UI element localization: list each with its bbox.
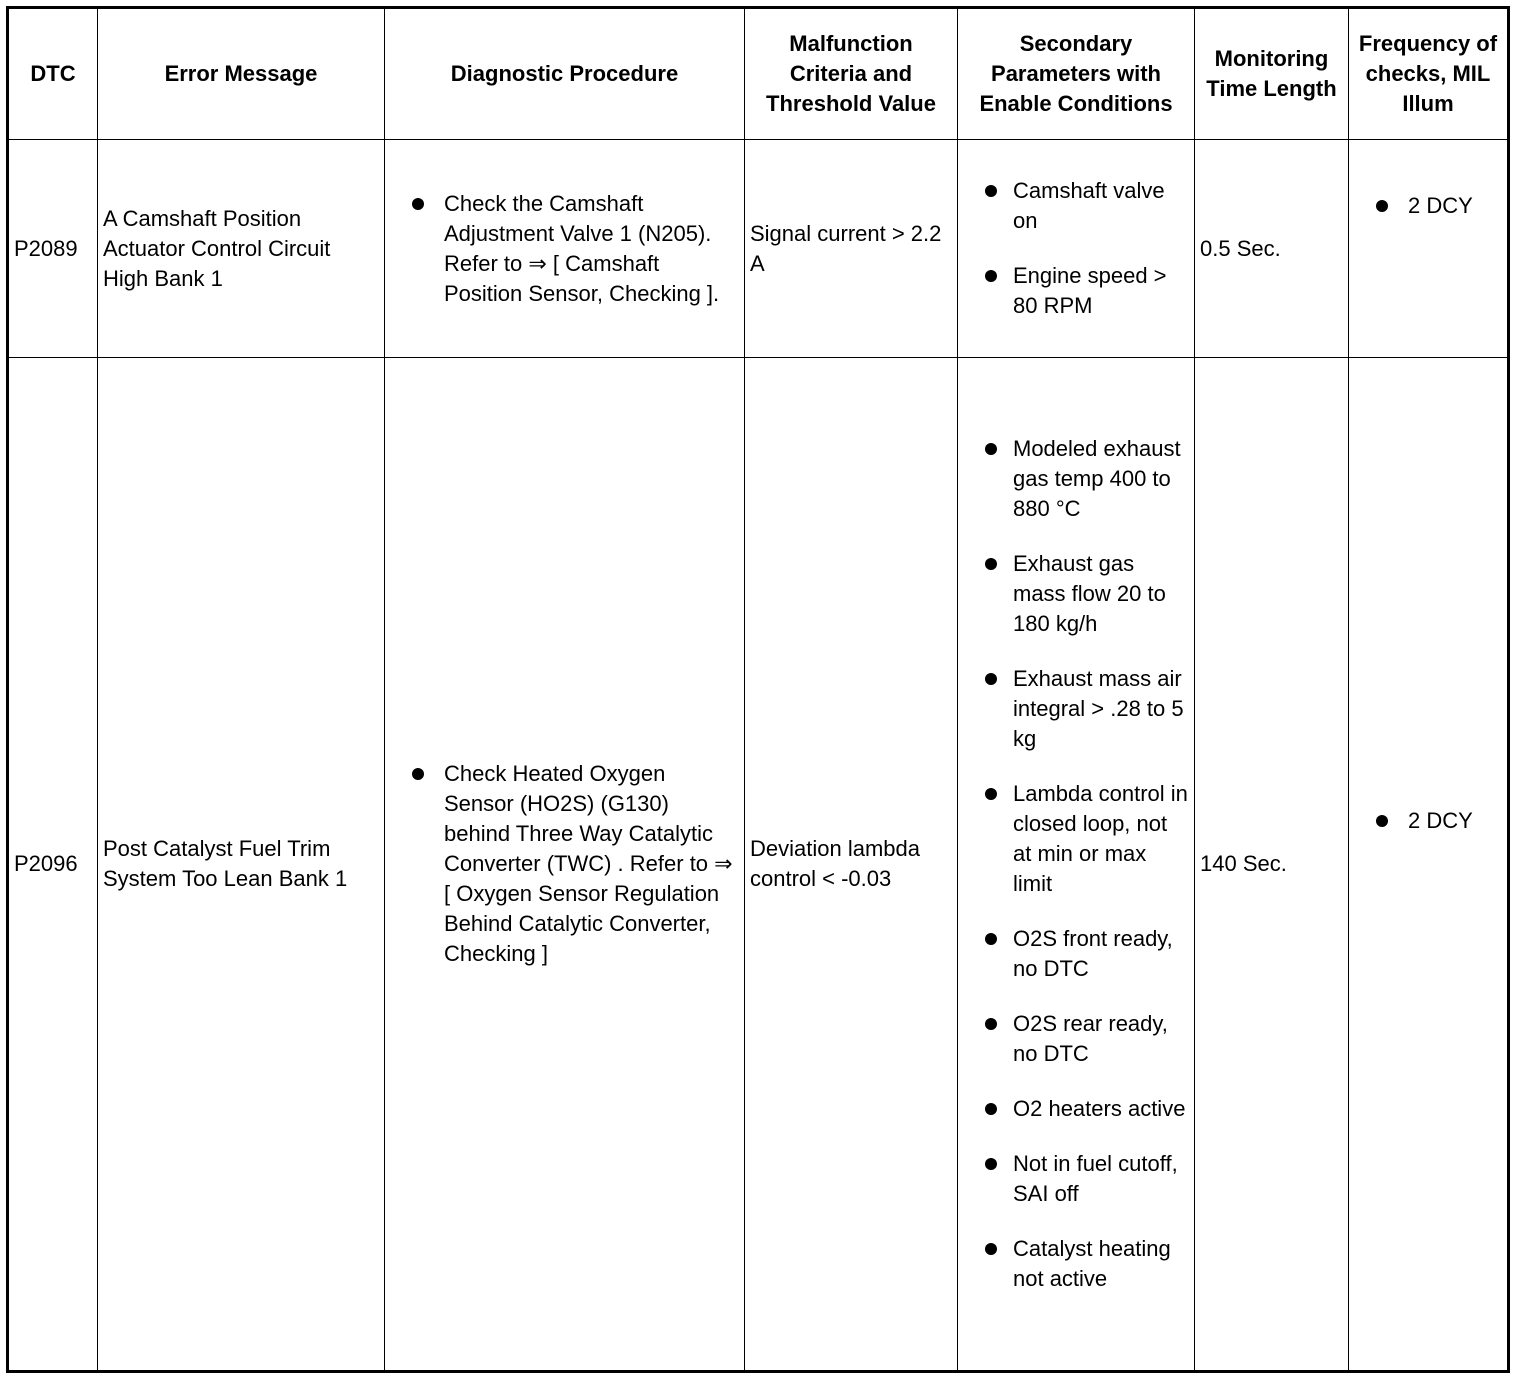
secondary-list: [963, 434, 1190, 1294]
list-item: Engine speed > 80 RPM: [963, 261, 1190, 321]
monitoring-time: 0.5 Sec.: [1195, 140, 1349, 358]
list-item: O2S front ready, no DTC: [963, 924, 1190, 984]
header-monitoring-time: Monitoring Time Length: [1195, 8, 1349, 140]
list-item: Camshaft valve on: [963, 176, 1190, 236]
malfunction-criteria: Deviation lambda control < -0.03: [745, 358, 958, 1372]
header-secondary-parameters: Secondary Parameters with Enable Conditions: [958, 8, 1195, 140]
frequency: [1349, 140, 1509, 358]
table-row: [8, 358, 1509, 1372]
header-dtc: DTC: [8, 8, 98, 140]
list-item: 2 DCY: [1354, 806, 1503, 836]
list-item: Exhaust gas mass flow 20 to 180 kg/h: [963, 549, 1190, 639]
list-item: Exhaust mass air integral > .28 to 5 kg: [963, 664, 1190, 754]
dtc-code: P2096: [8, 358, 98, 1372]
dtc-table: [6, 6, 1510, 1373]
error-message: A Camshaft Position Actuator Control Circuit High Bank 1: [98, 140, 385, 358]
header-row: [8, 8, 1509, 140]
header-malfunction-criteria: Malfunction Criteria and Threshold Value: [745, 8, 958, 140]
malfunction-criteria: Signal current > 2.2 A: [745, 140, 958, 358]
list-item: Modeled exhaust gas temp 400 to 880 °C: [963, 434, 1190, 524]
secondary-list: [963, 176, 1190, 321]
list-item: Check Heated Oxygen Sensor (HO2S) (G130) behind Three Way Catalytic Converter (TWC) . Refer to ⇒ [ Oxygen Sensor Regulation Behind Catalytic Converter, Checking ]: [390, 759, 740, 969]
frequency-list: [1354, 191, 1503, 221]
list-item: 2 DCY: [1354, 191, 1503, 221]
frequency-list: [1354, 806, 1503, 836]
list-item: Lambda control in closed loop, not at min or max limit: [963, 779, 1190, 899]
diagnostic-procedure: [385, 140, 745, 358]
frequency: [1349, 358, 1509, 1372]
secondary-parameters: [958, 140, 1195, 358]
procedure-list: [390, 189, 740, 309]
secondary-parameters: [958, 358, 1195, 1372]
header-diagnostic-procedure: Diagnostic Procedure: [385, 8, 745, 140]
list-item: O2S rear ready, no DTC: [963, 1009, 1190, 1069]
header-error-message: Error Message: [98, 8, 385, 140]
list-item: Catalyst heating not active: [963, 1234, 1190, 1294]
header-frequency: Frequency of checks, MIL Illum: [1349, 8, 1509, 140]
procedure-list: [390, 759, 740, 969]
table-row: [8, 140, 1509, 358]
dtc-code: P2089: [8, 140, 98, 358]
list-item: Check the Camshaft Adjustment Valve 1 (N205). Refer to ⇒ [ Camshaft Position Sensor, Checking ].: [390, 189, 740, 309]
error-message: Post Catalyst Fuel Trim System Too Lean Bank 1: [98, 358, 385, 1372]
list-item: Not in fuel cutoff, SAI off: [963, 1149, 1190, 1209]
monitoring-time: 140 Sec.: [1195, 358, 1349, 1372]
diagnostic-procedure: [385, 358, 745, 1372]
list-item: O2 heaters active: [963, 1094, 1190, 1124]
